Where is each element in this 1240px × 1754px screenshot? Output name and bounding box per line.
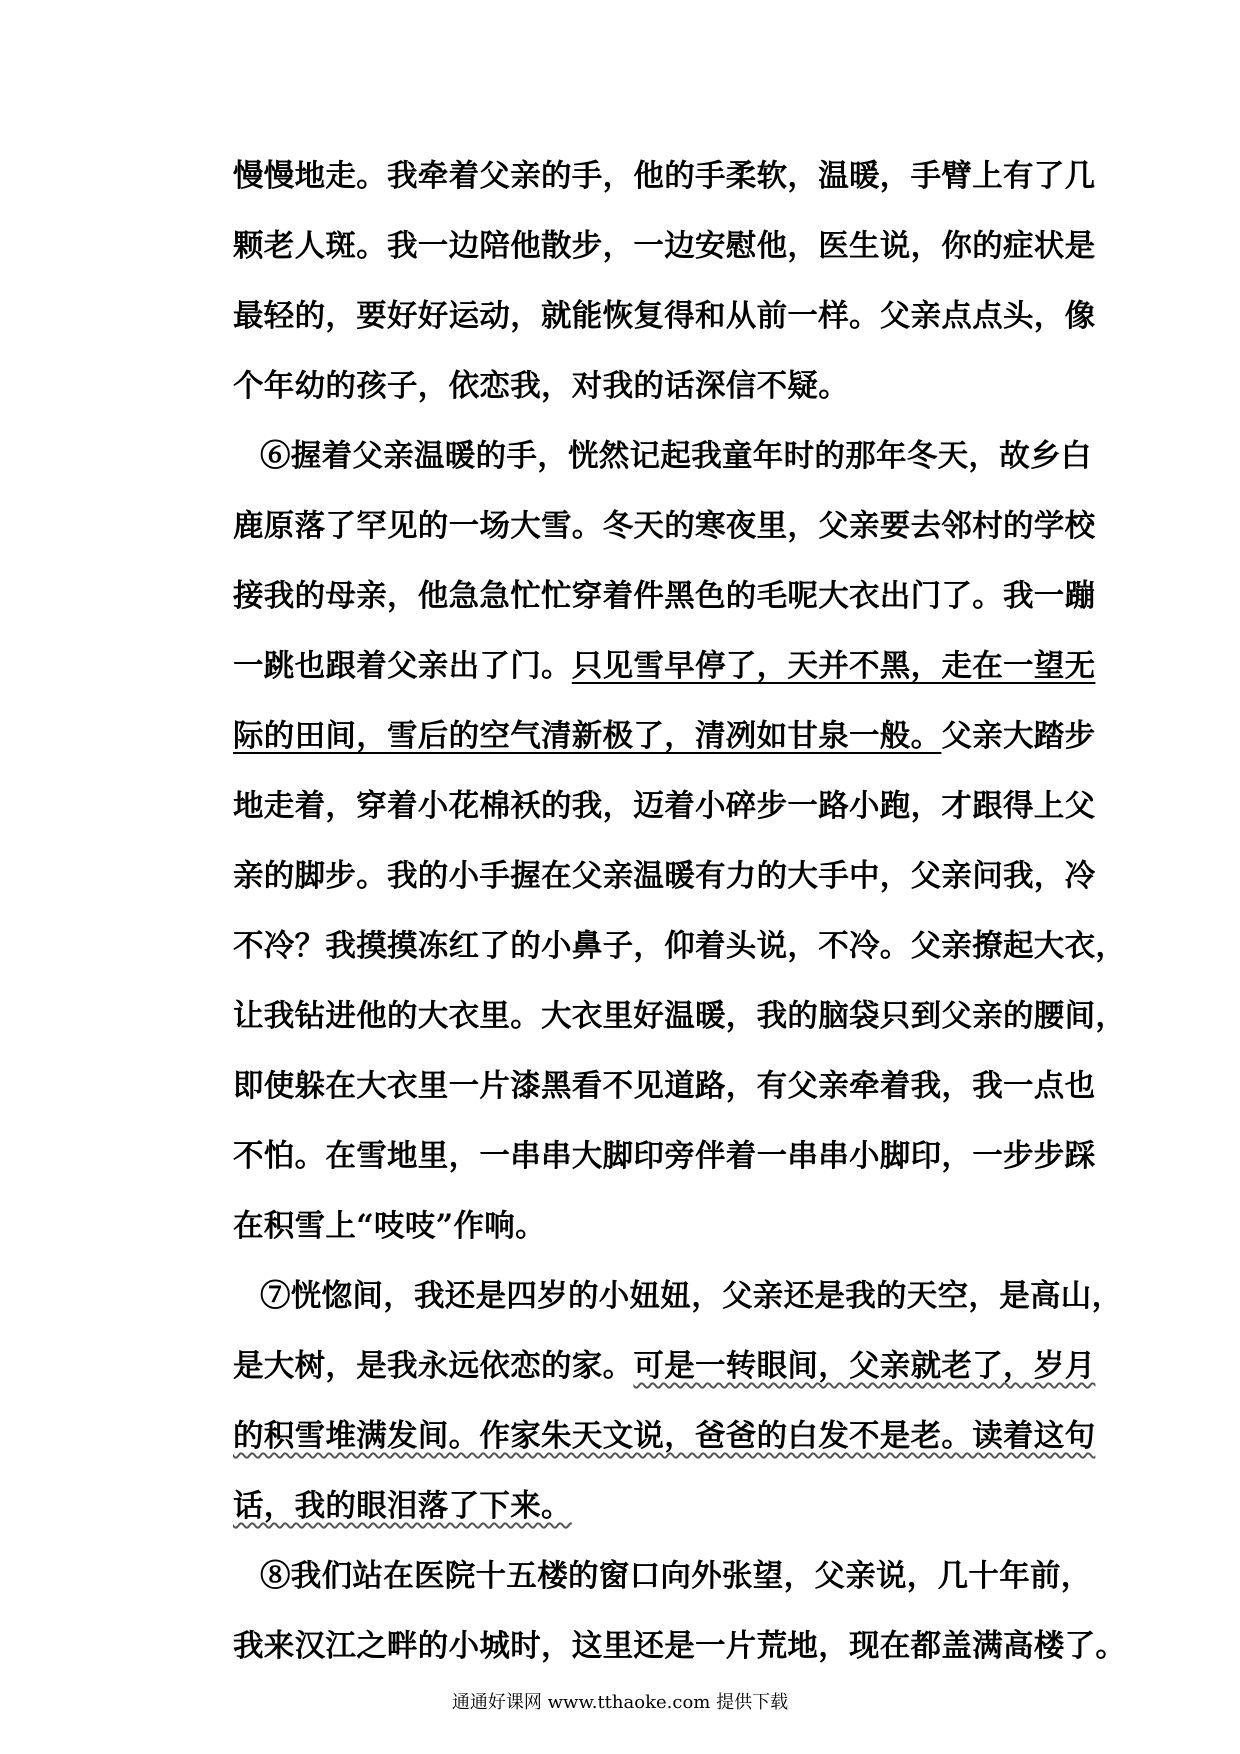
text-line: 不冷？我摸摸冻红了的小鼻子，仰着头说，不冷。父亲撩起大衣， [233,928,1127,964]
paragraph-8-start: ⑧我们站在医院十五楼的窗口向外张望，父亲说，几十年前， [260,1558,1092,1594]
text-line: 最轻的，要好好运动，就能恢复得和从前一样。父亲点点头，像 [233,298,1096,334]
wavy-underlined-sentence: 话，我的眼泪落了下来。 [233,1488,572,1524]
text-line: 慢慢地走。我牵着父亲的手，他的手柔软，温暖，手臂上有了几 [233,158,1096,194]
wavy-underlined-sentence: 的积雪堆满发间。作家朱天文说，爸爸的白发不是老。读着这句 [233,1418,1096,1454]
paragraph-7-start: ⑦恍惚间，我还是四岁的小妞妞，父亲还是我的天空，是高山， [260,1278,1123,1314]
text-line [233,709,1096,763]
text-line [233,1479,1063,1533]
text-line: 在积雪上“吱吱”作响。 [233,1208,546,1244]
text-segment: 一跳也跟着父亲出了门。 [233,648,572,684]
text-line: 即使躲在大衣里一片漆黑看不见道路，有父亲牵着我，我一点也 [233,1068,1096,1104]
wavy-underlined-sentence: 可是一转眼间，父亲就老了，岁月 [633,1348,1096,1384]
text-line: 颗老人斑。我一边陪他散步，一边安慰他，医生说，你的症状是 [233,228,1096,264]
text-line [233,639,1096,693]
text-line: 我来汉江之畔的小城时，这里还是一片荒地，现在都盖满高楼了。 [233,1628,1127,1664]
text-line: 鹿原落了罕见的一场大雪。冬天的寒夜里，父亲要去邻村的学校 [233,508,1096,544]
text-line: 不怕。在雪地里，一串串大脚印旁伴着一串串小脚印，一步步踩 [233,1138,1096,1174]
text-line [233,1339,1096,1393]
page-footer: 通通好课网 www.tthaoke.com 提供下载 [451,1692,789,1713]
text-segment: 是大树，是我永远依恋的家。 [233,1348,634,1384]
text-line [233,1409,1096,1463]
text-line: 让我钻进他的大衣里。大衣里好温暖，我的脑袋只到父亲的腰间， [233,998,1127,1034]
text-line: 地走着，穿着小花棉袄的我，迈着小碎步一路小跑，才跟得上父 [233,788,1096,824]
paragraph-6-start: ⑥握着父亲温暖的手，恍然记起我童年时的那年冬天，故乡白 [260,438,1092,474]
text-line: 接我的母亲，他急急忙忙穿着件黑色的毛呢大衣出门了。我一蹦 [233,578,1096,614]
text-line: 个年幼的孩子，依恋我，对我的话深信不疑。 [233,368,849,404]
text-line: 亲的脚步。我的小手握在父亲温暖有力的大手中，父亲问我，冷 [233,858,1096,894]
text-segment: 父亲大踏步 [941,718,1096,754]
underlined-sentence: 只见雪早停了，天并不黑，走在一望无 [571,648,1096,684]
underlined-sentence: 际的田间，雪后的空气清新极了，清冽如甘泉一般。 [233,718,942,754]
